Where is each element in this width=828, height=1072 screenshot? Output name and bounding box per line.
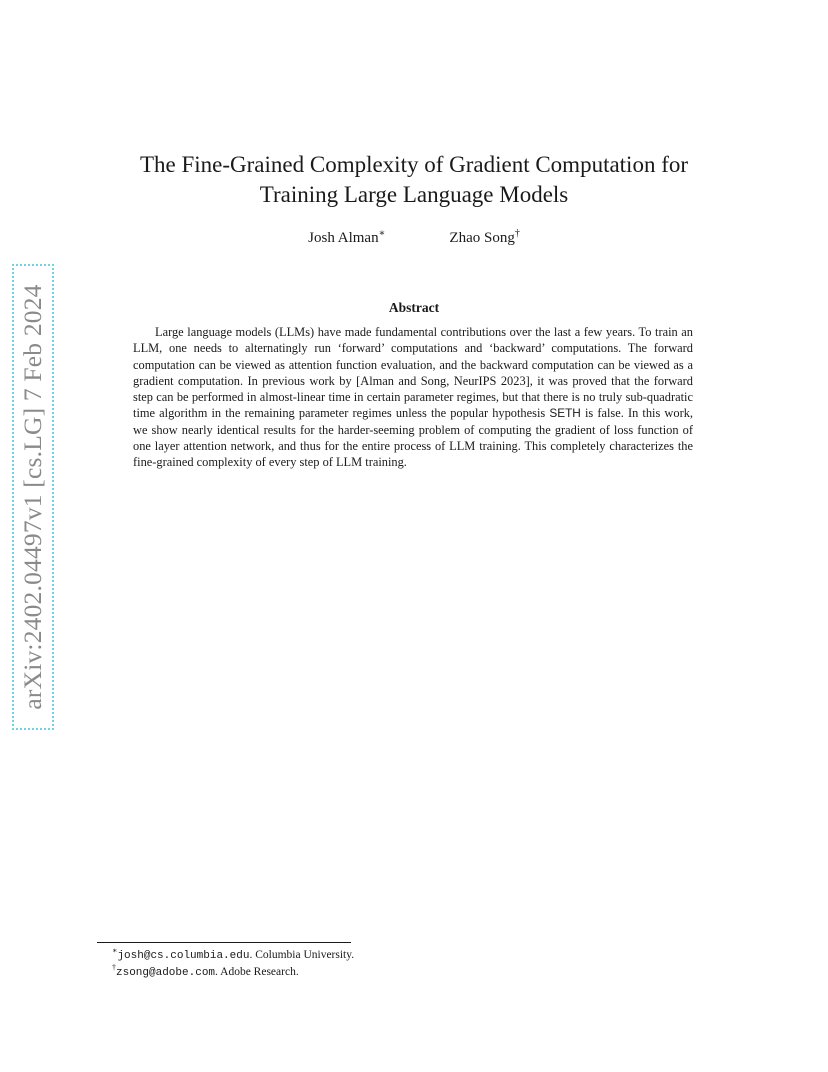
abstract-body (133, 324, 693, 471)
footnote-2-email[interactable]: zsong@adobe.com (116, 967, 216, 979)
title-line-2: Training Large Language Models (259, 182, 569, 207)
arxiv-identifier-stamp (12, 264, 54, 730)
footnote-1-affiliation: . Columbia University. (249, 949, 355, 961)
footnotes (112, 947, 354, 981)
author-2 (449, 230, 519, 247)
author-1-footnote-mark: ∗ (378, 228, 386, 239)
abstract-text-part-2: is false. In this work, we show nearly identical results for the harder-seeming problem of computing the gradient of loss function of one layer attention network, and thus for the entire process of LLM training. This completely characterizes the fine-grained complexity of every step of LLM training. (133, 406, 693, 470)
author-2-footnote-mark: † (514, 228, 520, 239)
author-list (0, 230, 828, 247)
footnote-2-affiliation: . Adobe Research. (215, 966, 299, 978)
author-1-name: Josh Alman (308, 230, 379, 246)
abstract-text-part-1: Large language models (LLMs) have made fundamental contributions over the last a few years. To train an LLM, one needs to alternatingly run ‘forward’ computations and ‘backward’ computations. The forward computation can be viewed as attention function evaluation, and the backward computation can be viewed as a gradient computation. In previous work by [Alman and Song, NeurIPS 2023], it was proved that the forward step can be performed in almost-linear time in certain parameter regimes, but that there is no truly sub-quadratic time algorithm in the remaining parameter regimes unless the popular hypothesis (133, 325, 693, 421)
footnote-1-email[interactable]: josh@cs.columbia.edu (117, 950, 250, 962)
footnote-1-mark: ∗ (112, 946, 118, 956)
author-2-name: Zhao Song (449, 230, 515, 246)
footnote-1 (112, 947, 354, 964)
paper-title (0, 150, 828, 210)
title-line-1: The Fine-Grained Complexity of Gradient Computation for (139, 152, 689, 177)
footnote-2-mark: † (112, 963, 116, 973)
seth-term: SETH (549, 406, 581, 421)
arxiv-identifier-text: arXiv:2402.04497v1 [cs.LG] 7 Feb 2024 (18, 284, 47, 710)
abstract-heading: Abstract (388, 300, 440, 315)
footnote-2 (112, 964, 354, 981)
footnote-divider (97, 942, 351, 943)
author-1 (308, 230, 385, 247)
